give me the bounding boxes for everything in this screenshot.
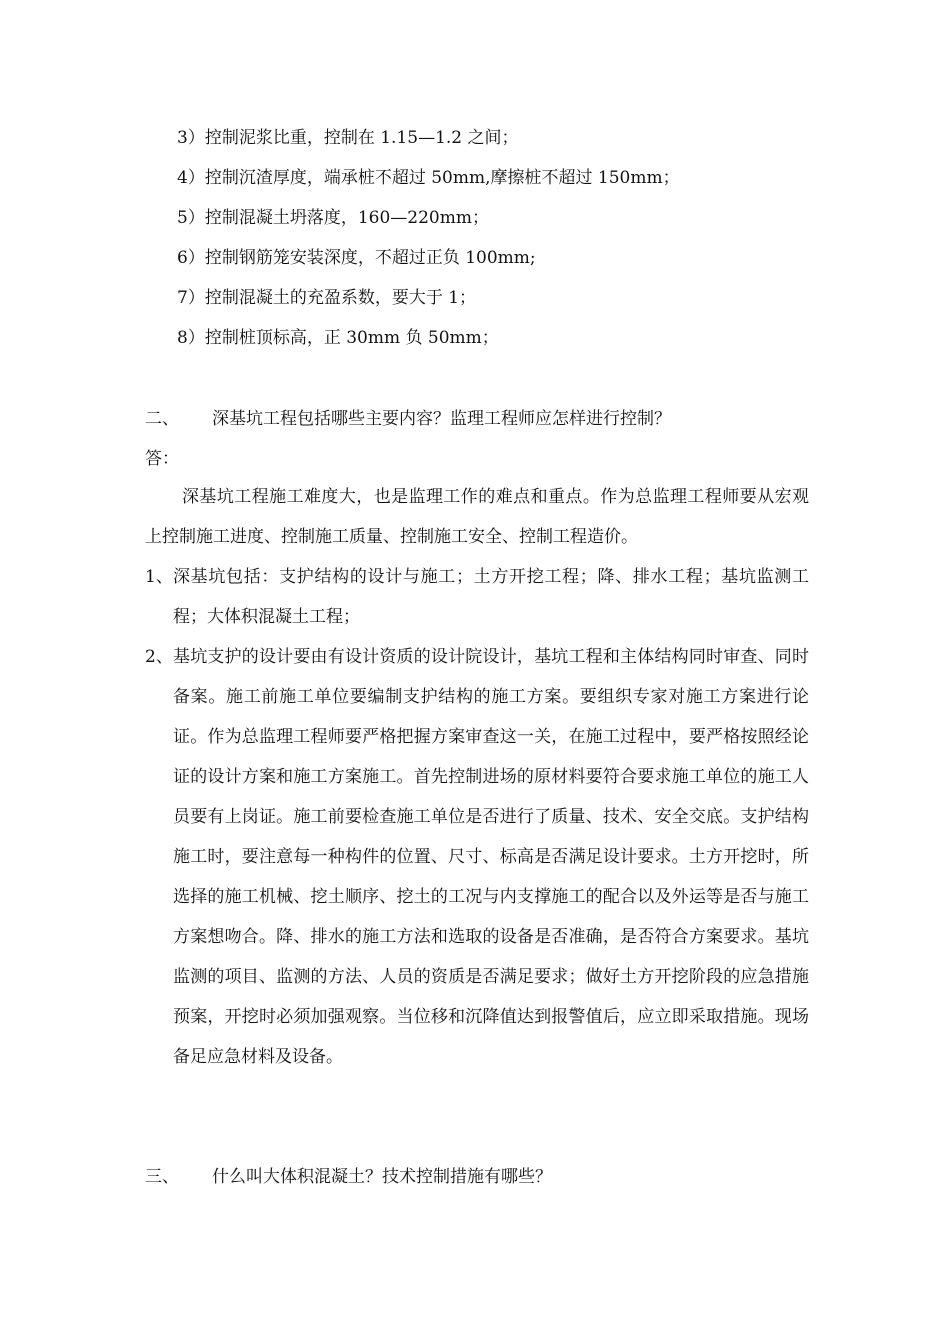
list-item-6: 6）控制钢筋笼安装深度，不超过正负 100mm; [177, 248, 536, 268]
list-item-5: 5）控制混凝土坍落度，160—220mm； [177, 208, 489, 228]
list-item-8: 8）控制桩顶标高，正 30mm 负 50mm； [177, 328, 499, 348]
intro-paragraph: 深基坑工程施工难度大，也是监理工作的难点和重点。作为总监理工程师要从宏观上控制施工进度、控制施工质量、控制施工安全、控制工程造价。 [145, 487, 809, 547]
section-2-heading: 深基坑工程包括哪些主要内容？监理工程师应怎样进行控制？ [212, 409, 671, 429]
list-item-7: 7）控制混凝土的充盈系数，要大于 1； [177, 288, 477, 308]
section-3-number: 三、 [145, 1167, 179, 1187]
numbered-item-1 [145, 557, 809, 637]
list-item-4: 4）控制沉渣厚度，端承桩不超过 50mm,摩擦桩不超过 150mm； [177, 168, 680, 188]
section-3-heading: 什么叫大体积混凝土？技术控制措施有哪些？ [212, 1167, 552, 1187]
answer-label: 答： [145, 449, 179, 469]
section-2-number: 二、 [145, 409, 179, 429]
numbered-item-2 [145, 637, 809, 1077]
numbered-item-1-number: 1、 [145, 567, 173, 587]
numbered-item-1-text: 深基坑包括：支护结构的设计与施工；土方开挖工程；降、排水工程；基坑监测工程；大体积混凝土工程； [173, 567, 809, 627]
list-item-3: 3）控制泥浆比重，控制在 1.15—1.2 之间； [177, 128, 519, 148]
numbered-item-2-number: 2、 [145, 647, 173, 667]
numbered-item-2-text: 基坑支护的设计要由有设计资质的设计院设计，基坑工程和主体结构同时审查、同时备案。施工前施工单位要编制支护结构的施工方案。要组织专家对施工方案进行论证。作为总监理工程师要严格把握方案审查这一关，在施工过程中，要严格按照经论证的设计方案和施工方案施工。首先控制进场的原材料要符合要求施工单位的施工人员要有上岗证。施工前要检查施工单位是否进行了质量、技术、安全交底。支护结构施工时，要注意每一种构件的位置、尺寸、标高是否满足设计要求。土方开挖时，所选择的施工机械、挖土顺序、挖土的工况与内支撑施工的配合以及外运等是否与施工方案想吻合。降、排水的施工方法和选取的设备是否准确，是否符合方案要求。基坑监测的项目、监测的方法、人员的资质是否满足要求；做好土方开挖阶段的应急措施预案，开挖时必须加强观察。当位移和沉降值达到报警值后，应立即采取措施。现场备足应急材料及设备。 [173, 647, 809, 1067]
section-2-body [145, 477, 809, 1077]
